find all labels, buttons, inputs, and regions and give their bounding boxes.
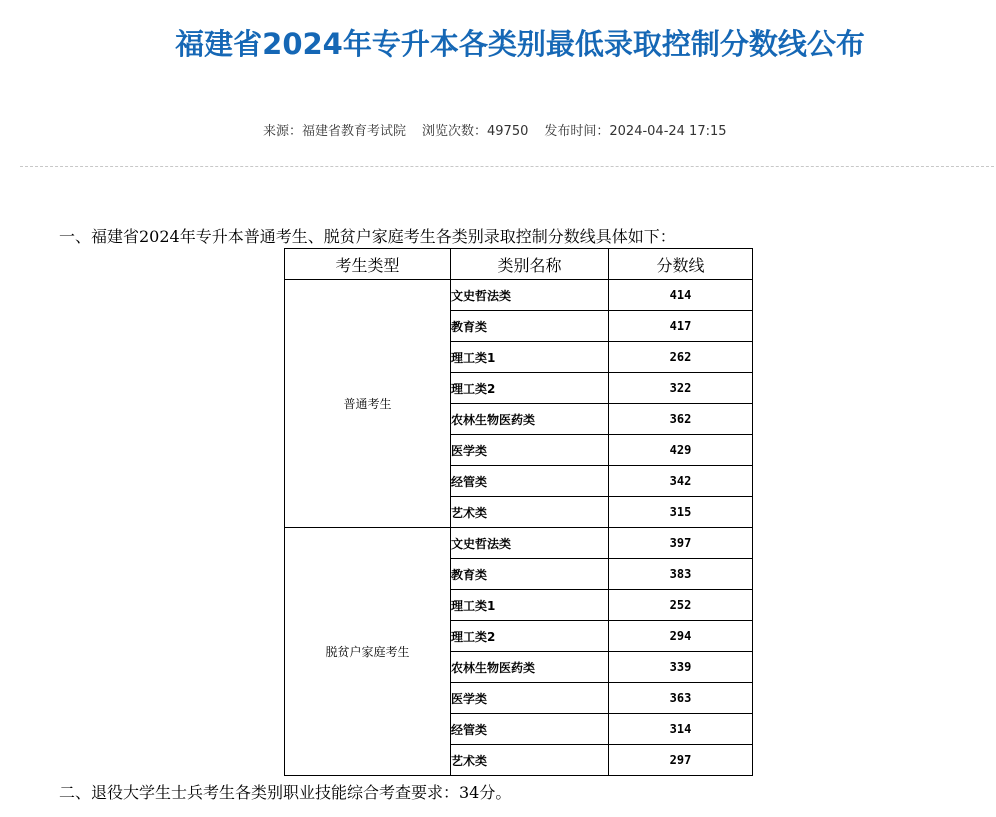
score-cell: 252 [609, 590, 753, 621]
category-cell: 经管类 [451, 466, 609, 497]
header-score: 分数线 [609, 249, 753, 280]
score-cell: 414 [609, 280, 753, 311]
category-cell: 理工类2 [451, 373, 609, 404]
category-cell: 文史哲法类 [451, 280, 609, 311]
category-cell: 理工类1 [451, 342, 609, 373]
header-exam-type: 考生类型 [285, 249, 451, 280]
score-cell: 362 [609, 404, 753, 435]
score-cell: 262 [609, 342, 753, 373]
category-cell: 文史哲法类 [451, 528, 609, 559]
score-cell: 315 [609, 497, 753, 528]
score-cell: 297 [609, 745, 753, 776]
score-cell: 339 [609, 652, 753, 683]
score-table [284, 248, 753, 776]
table-row [285, 528, 753, 559]
score-cell: 314 [609, 714, 753, 745]
score-cell: 342 [609, 466, 753, 497]
score-cell: 429 [609, 435, 753, 466]
header-category: 类别名称 [451, 249, 609, 280]
outro-paragraph: 二、退役大学生士兵考生各类别职业技能综合考查要求：34分。 [59, 783, 512, 802]
category-cell: 教育类 [451, 559, 609, 590]
score-cell: 417 [609, 311, 753, 342]
category-cell: 医学类 [451, 435, 609, 466]
category-cell: 艺术类 [451, 497, 609, 528]
score-cell: 397 [609, 528, 753, 559]
category-cell: 农林生物医药类 [451, 652, 609, 683]
score-cell: 363 [609, 683, 753, 714]
score-cell: 294 [609, 621, 753, 652]
divider [20, 166, 994, 167]
exam-type-cell: 普通考生 [285, 280, 451, 528]
article-meta [263, 120, 727, 139]
table-body [285, 280, 753, 776]
article-title: 福建省2024年专升本各类别最低录取控制分数线公布 [175, 27, 865, 61]
category-cell: 理工类1 [451, 590, 609, 621]
category-cell: 经管类 [451, 714, 609, 745]
exam-type-cell: 脱贫户家庭考生 [285, 528, 451, 776]
category-cell: 医学类 [451, 683, 609, 714]
table-header-row [285, 249, 753, 280]
category-cell: 教育类 [451, 311, 609, 342]
intro-paragraph: 一、福建省2024年专升本普通考生、脱贫户家庭考生各类别录取控制分数线具体如下： [59, 227, 676, 246]
source-label: 来源：福建省教育考试院 [263, 124, 407, 139]
category-cell: 理工类2 [451, 621, 609, 652]
category-cell: 艺术类 [451, 745, 609, 776]
view-count: 浏览次数：49750 [422, 124, 529, 139]
score-cell: 322 [609, 373, 753, 404]
score-cell: 383 [609, 559, 753, 590]
table-row [285, 280, 753, 311]
publish-time: 发布时间：2024-04-24 17:15 [544, 124, 727, 139]
category-cell: 农林生物医药类 [451, 404, 609, 435]
